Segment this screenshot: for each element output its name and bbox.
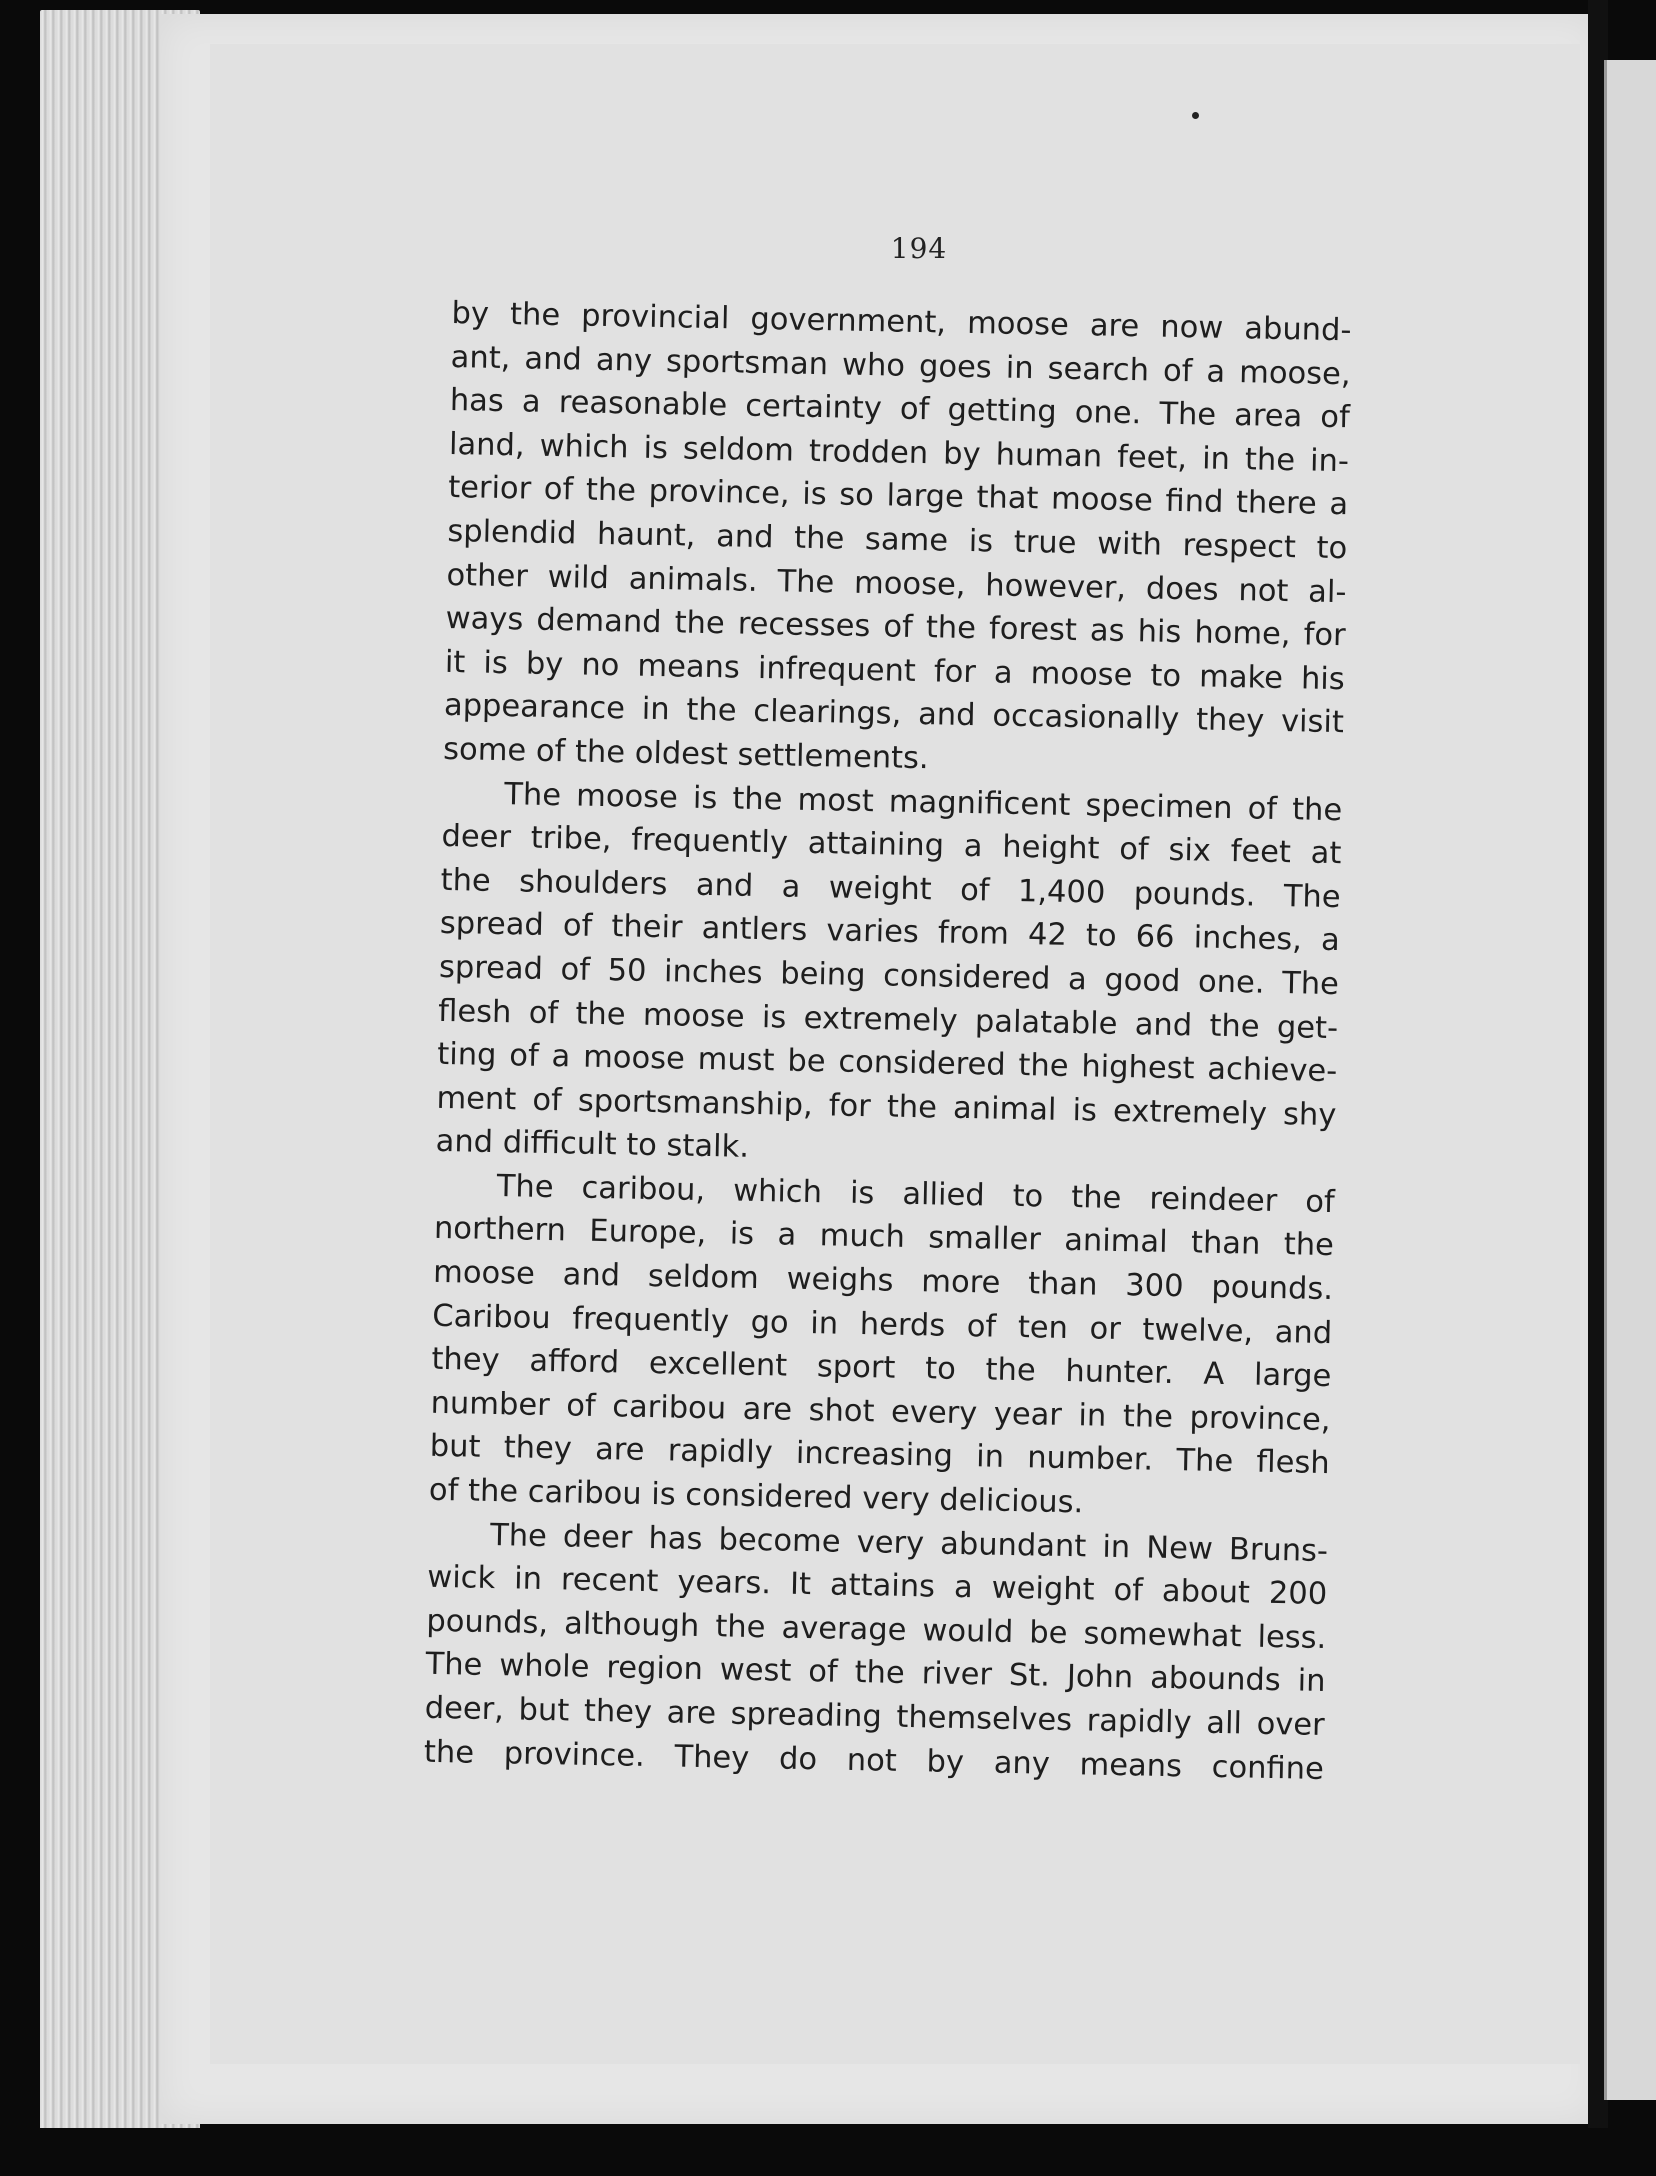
text-line: The caribou, which is allied to the reindeer of bbox=[496, 1168, 1336, 1220]
text-line: and difficult to stalk. bbox=[435, 1124, 750, 1166]
text-line: spread of their antlers varies from 42 to 66 inches, a bbox=[439, 906, 1341, 959]
text-line: appearance in the clearings, and occasionally they visit bbox=[443, 688, 1345, 741]
text-line: it is by no means infrequent for a moose to make his bbox=[444, 644, 1346, 697]
text-line: deer, but they are spreading themselves rapidly all over bbox=[424, 1690, 1325, 1744]
text-line: deer tribe, frequently attaining a height of six feet at bbox=[441, 819, 1342, 872]
text-line: The moose is the most magnificent specimen of the bbox=[504, 776, 1343, 828]
text-line: spread of 50 inches being considered a good one. The bbox=[438, 949, 1340, 1003]
text-line: ant, and any sportsman who goes in search of a moose, bbox=[450, 339, 1351, 392]
text-line: but they are rapidly increasing in number. The flesh bbox=[429, 1429, 1330, 1482]
text-line: number of caribou are shot every year in the province, bbox=[430, 1385, 1331, 1438]
next-page-edge bbox=[1604, 60, 1656, 2100]
text-line: splendid haunt, and the same is true with respect to bbox=[447, 513, 1348, 567]
text-line: the province. They do not by any means confine bbox=[423, 1734, 1325, 1787]
text-line: ting of a moose must be considered the highest achieve- bbox=[437, 1036, 1338, 1090]
ink-speck bbox=[1192, 112, 1199, 119]
page-number: 194 bbox=[890, 232, 948, 265]
text-line: Caribou frequently go in herds of ten or twelve, and bbox=[432, 1298, 1333, 1351]
text-line: they afford excellent sport to the hunter. A large bbox=[431, 1342, 1332, 1395]
text-line: The whole region west of the river St. John abounds in bbox=[425, 1647, 1326, 1700]
text-line: has a reasonable certainty of getting one. The area of bbox=[449, 383, 1351, 436]
text-line: ment of sportsmanship, for the animal is extremely shy bbox=[436, 1080, 1337, 1133]
body-text bbox=[424, 292, 1352, 1791]
text-line: of the caribou is considered very delicious. bbox=[428, 1472, 1084, 1521]
text-line: northern Europe, is a much smaller animal than the bbox=[433, 1211, 1335, 1264]
text-line: wick in recent years. It attains a weight of about 200 bbox=[426, 1559, 1328, 1613]
text-line: ways demand the recesses of the forest as his home, for bbox=[445, 601, 1346, 654]
text-line: moose and seldom weighs more than 300 pounds. bbox=[432, 1254, 1334, 1308]
text-line: by the provincial government, moose are now abund- bbox=[451, 295, 1352, 349]
text-line: land, which is seldom trodden by human feet, in the in- bbox=[448, 426, 1350, 480]
text-line: the shoulders and a weight of 1,400 pounds. The bbox=[440, 862, 1341, 915]
text-line: some of the oldest settlements. bbox=[442, 731, 929, 777]
text-line: flesh of the moose is extremely palatable and the get- bbox=[437, 993, 1339, 1046]
text-line: other wild animals. The moose, however, does not al- bbox=[446, 557, 1347, 610]
text-line: pounds, although the average would be somewhat less. bbox=[426, 1603, 1327, 1656]
scan-border bbox=[0, 2128, 1656, 2176]
text-line: terior of the province, is so large that moose find there a bbox=[447, 470, 1349, 523]
text-line: The deer has become very abundant in New Bruns- bbox=[489, 1517, 1329, 1569]
